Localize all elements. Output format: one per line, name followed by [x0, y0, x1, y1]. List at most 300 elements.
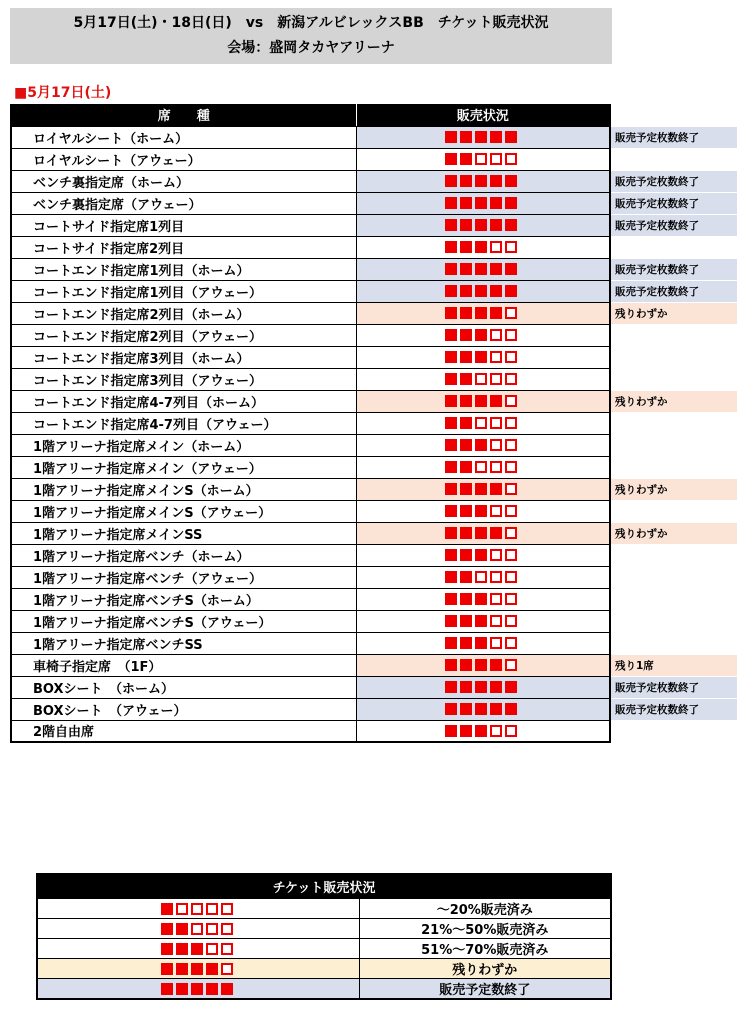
filled-square-icon [206, 983, 218, 995]
status-note [610, 456, 737, 478]
status-squares [445, 658, 520, 673]
filled-square-icon [445, 725, 457, 737]
filled-square-icon [490, 703, 502, 715]
filled-square-icon [445, 131, 457, 143]
sales-status-cell [356, 368, 610, 390]
filled-square-icon [460, 659, 472, 671]
status-squares [445, 372, 520, 387]
filled-square-icon [490, 395, 502, 407]
filled-square-icon [490, 285, 502, 297]
sales-status-cell [356, 192, 610, 214]
sales-status-cell [356, 126, 610, 148]
sales-status-cell [356, 302, 610, 324]
sales-status-cell [356, 390, 610, 412]
filled-square-icon [445, 285, 457, 297]
legend-squares-cell [37, 979, 359, 1000]
seat-name: 1階アリーナ指定席ベンチS（ホーム） [11, 588, 356, 610]
status-note: 残りわずか [610, 478, 737, 500]
filled-square-icon [445, 263, 457, 275]
status-squares [161, 981, 236, 996]
table-row [11, 302, 737, 324]
date-label: ■5月17日(土) [14, 85, 112, 101]
table-row [11, 236, 737, 258]
filled-square-icon [460, 571, 472, 583]
filled-square-icon [475, 395, 487, 407]
empty-square-icon [191, 923, 203, 935]
filled-square-icon [475, 637, 487, 649]
status-squares [445, 614, 520, 629]
status-note: 残りわずか [610, 522, 737, 544]
status-squares [445, 416, 520, 431]
empty-square-icon [475, 571, 487, 583]
filled-square-icon [475, 175, 487, 187]
filled-square-icon [460, 461, 472, 473]
filled-square-icon [460, 593, 472, 605]
sales-status-cell [356, 456, 610, 478]
sales-status-cell [356, 632, 610, 654]
filled-square-icon [460, 439, 472, 451]
status-note: 残り1席 [610, 654, 737, 676]
seat-name: ロイヤルシート（アウェー） [11, 148, 356, 170]
filled-square-icon [475, 505, 487, 517]
legend-row [37, 979, 611, 1000]
empty-square-icon [505, 439, 517, 451]
filled-square-icon [505, 263, 517, 275]
status-squares [445, 504, 520, 519]
empty-square-icon [505, 241, 517, 253]
table-row [11, 478, 737, 500]
seat-name: 1階アリーナ指定席メインSS [11, 522, 356, 544]
status-squares [445, 240, 520, 255]
empty-square-icon [490, 637, 502, 649]
filled-square-icon [460, 681, 472, 693]
empty-square-icon [505, 461, 517, 473]
sales-status-cell [356, 170, 610, 192]
status-squares [445, 680, 520, 695]
filled-square-icon [445, 527, 457, 539]
table-row [11, 610, 737, 632]
filled-square-icon [490, 527, 502, 539]
sales-status-cell [356, 676, 610, 698]
seat-name: 1階アリーナ指定席ベンチS（アウェー） [11, 610, 356, 632]
legend-squares-cell [37, 898, 359, 919]
filled-square-icon [460, 175, 472, 187]
table-row [11, 170, 737, 192]
filled-square-icon [445, 153, 457, 165]
filled-square-icon [475, 593, 487, 605]
status-squares [445, 394, 520, 409]
filled-square-icon [505, 131, 517, 143]
empty-square-icon [191, 903, 203, 915]
empty-square-icon [505, 725, 517, 737]
empty-square-icon [505, 307, 517, 319]
filled-square-icon [460, 615, 472, 627]
status-squares [445, 482, 520, 497]
empty-square-icon [505, 637, 517, 649]
empty-square-icon [475, 153, 487, 165]
seat-name: ロイヤルシート（ホーム） [11, 126, 356, 148]
empty-square-icon [490, 593, 502, 605]
filled-square-icon [490, 659, 502, 671]
sales-status-cell [356, 720, 610, 742]
table-row [11, 214, 737, 236]
filled-square-icon [460, 527, 472, 539]
sales-status-cell [356, 258, 610, 280]
venue-title: 会場：盛岡タカヤアリーナ [227, 40, 395, 56]
empty-square-icon [221, 963, 233, 975]
filled-square-icon [460, 373, 472, 385]
status-note [610, 148, 737, 170]
filled-square-icon [475, 439, 487, 451]
table-row [11, 698, 737, 720]
table-row [11, 434, 737, 456]
filled-square-icon [445, 175, 457, 187]
empty-square-icon [490, 571, 502, 583]
status-note [610, 412, 737, 434]
status-squares [445, 592, 520, 607]
sales-status-cell [356, 434, 610, 456]
filled-square-icon [475, 549, 487, 561]
filled-square-icon [161, 983, 173, 995]
filled-square-icon [445, 571, 457, 583]
table-row [11, 720, 737, 742]
status-squares [445, 350, 520, 365]
status-squares [445, 196, 520, 211]
filled-square-icon [475, 241, 487, 253]
filled-square-icon [475, 197, 487, 209]
status-note [610, 346, 737, 368]
filled-square-icon [161, 943, 173, 955]
seat-name: BOXシート （アウェー） [11, 698, 356, 720]
status-note: 販売予定枚数終了 [610, 126, 737, 148]
status-squares [445, 262, 520, 277]
table-row [11, 522, 737, 544]
filled-square-icon [445, 439, 457, 451]
filled-square-icon [445, 219, 457, 231]
filled-square-icon [475, 329, 487, 341]
filled-square-icon [475, 703, 487, 715]
filled-square-icon [445, 681, 457, 693]
seat-name: 車椅子指定席 （1F） [11, 654, 356, 676]
status-squares [445, 702, 520, 717]
empty-square-icon [490, 439, 502, 451]
filled-square-icon [460, 549, 472, 561]
sales-status-cell [356, 544, 610, 566]
filled-square-icon [191, 943, 203, 955]
status-note [610, 632, 737, 654]
filled-square-icon [475, 659, 487, 671]
empty-square-icon [505, 659, 517, 671]
filled-square-icon [445, 329, 457, 341]
filled-square-icon [475, 307, 487, 319]
empty-square-icon [475, 461, 487, 473]
filled-square-icon [505, 703, 517, 715]
status-note [610, 720, 737, 742]
status-squares [445, 438, 520, 453]
legend-title: チケット販売状況 [37, 874, 611, 898]
filled-square-icon [445, 483, 457, 495]
seat-name: コートエンド指定席4-7列目（アウェー） [11, 412, 356, 434]
table-row [11, 258, 737, 280]
table-row [11, 390, 737, 412]
table-row [11, 412, 737, 434]
table-row [11, 500, 737, 522]
filled-square-icon [445, 241, 457, 253]
status-squares [161, 961, 236, 976]
empty-square-icon [490, 549, 502, 561]
sales-status-cell [356, 324, 610, 346]
filled-square-icon [191, 963, 203, 975]
status-note: 販売予定枚数終了 [610, 676, 737, 698]
filled-square-icon [460, 505, 472, 517]
filled-square-icon [475, 351, 487, 363]
status-note: 販売予定枚数終了 [610, 214, 737, 236]
empty-square-icon [490, 417, 502, 429]
legend-text: 51%～70%販売済み [359, 939, 611, 959]
status-note [610, 588, 737, 610]
filled-square-icon [445, 703, 457, 715]
status-note: 残りわずか [610, 390, 737, 412]
filled-square-icon [445, 197, 457, 209]
filled-square-icon [475, 527, 487, 539]
seat-name: 1階アリーナ指定席ベンチ（アウェー） [11, 566, 356, 588]
table-row [11, 148, 737, 170]
status-squares [445, 284, 520, 299]
filled-square-icon [460, 285, 472, 297]
empty-square-icon [475, 417, 487, 429]
status-note: 販売予定枚数終了 [610, 280, 737, 302]
legend-row [37, 939, 611, 959]
ticket-status-table [10, 104, 737, 743]
empty-square-icon [221, 943, 233, 955]
filled-square-icon [176, 963, 188, 975]
empty-square-icon [490, 241, 502, 253]
status-squares [445, 328, 520, 343]
filled-square-icon [490, 131, 502, 143]
empty-square-icon [505, 549, 517, 561]
filled-square-icon [505, 681, 517, 693]
filled-square-icon [445, 637, 457, 649]
status-squares [445, 306, 520, 321]
legend-table [36, 873, 612, 1000]
seat-name: コートサイド指定席1列目 [11, 214, 356, 236]
seat-name: コートエンド指定席4-7列目（ホーム） [11, 390, 356, 412]
filled-square-icon [475, 285, 487, 297]
sales-status-cell [356, 280, 610, 302]
seat-name: 2階自由席 [11, 720, 356, 742]
status-note [610, 434, 737, 456]
empty-square-icon [490, 505, 502, 517]
filled-square-icon [490, 483, 502, 495]
empty-square-icon [505, 373, 517, 385]
empty-square-icon [475, 373, 487, 385]
status-squares [445, 130, 520, 145]
filled-square-icon [161, 903, 173, 915]
legend-row [37, 959, 611, 979]
filled-square-icon [490, 175, 502, 187]
sales-status-cell [356, 610, 610, 632]
empty-square-icon [221, 923, 233, 935]
sales-status-cell [356, 412, 610, 434]
filled-square-icon [176, 923, 188, 935]
table-row [11, 126, 737, 148]
filled-square-icon [161, 963, 173, 975]
status-note [610, 610, 737, 632]
sales-status-cell [356, 500, 610, 522]
sales-status-cell [356, 214, 610, 236]
seat-name: ベンチ裏指定席（アウェー） [11, 192, 356, 214]
filled-square-icon [475, 483, 487, 495]
filled-square-icon [490, 197, 502, 209]
legend-text: 21%～50%販売済み [359, 919, 611, 939]
page-header [10, 8, 612, 64]
filled-square-icon [505, 219, 517, 231]
table-row [11, 544, 737, 566]
seat-name: コートエンド指定席1列目（ホーム） [11, 258, 356, 280]
table-row [11, 588, 737, 610]
table-header-row [11, 104, 737, 126]
status-note [610, 500, 737, 522]
filled-square-icon [490, 219, 502, 231]
legend-squares-cell [37, 939, 359, 959]
sales-status-cell [356, 236, 610, 258]
filled-square-icon [460, 241, 472, 253]
empty-square-icon [505, 483, 517, 495]
filled-square-icon [460, 307, 472, 319]
filled-square-icon [206, 963, 218, 975]
seat-name: 1階アリーナ指定席メイン（ホーム） [11, 434, 356, 456]
filled-square-icon [445, 351, 457, 363]
filled-square-icon [460, 197, 472, 209]
status-squares [445, 723, 520, 738]
filled-square-icon [460, 395, 472, 407]
filled-square-icon [505, 175, 517, 187]
filled-square-icon [505, 197, 517, 209]
filled-square-icon [161, 923, 173, 935]
filled-square-icon [445, 505, 457, 517]
legend-text: ～20%販売済み [359, 898, 611, 919]
filled-square-icon [475, 615, 487, 627]
status-note: 販売予定枚数終了 [610, 192, 737, 214]
status-squares [445, 526, 520, 541]
table-row [11, 192, 737, 214]
sales-status-cell [356, 588, 610, 610]
filled-square-icon [460, 131, 472, 143]
filled-square-icon [445, 395, 457, 407]
filled-square-icon [460, 329, 472, 341]
seat-name: コートエンド指定席3列目（アウェー） [11, 368, 356, 390]
empty-square-icon [505, 329, 517, 341]
filled-square-icon [445, 307, 457, 319]
sales-status-cell [356, 148, 610, 170]
sales-status-cell [356, 654, 610, 676]
filled-square-icon [505, 285, 517, 297]
seat-name: 1階アリーナ指定席ベンチ（ホーム） [11, 544, 356, 566]
seat-name: コートエンド指定席3列目（ホーム） [11, 346, 356, 368]
filled-square-icon [475, 263, 487, 275]
status-note [610, 566, 737, 588]
seat-name: コートエンド指定席2列目（アウェー） [11, 324, 356, 346]
sales-status-cell [356, 522, 610, 544]
filled-square-icon [460, 725, 472, 737]
seat-name: BOXシート （ホーム） [11, 676, 356, 698]
empty-square-icon [505, 571, 517, 583]
filled-square-icon [460, 351, 472, 363]
filled-square-icon [176, 943, 188, 955]
status-note: 残りわずか [610, 302, 737, 324]
sales-status-cell [356, 478, 610, 500]
sales-status-cell [356, 346, 610, 368]
filled-square-icon [475, 725, 487, 737]
status-squares [445, 152, 520, 167]
status-squares [445, 570, 520, 585]
empty-square-icon [490, 615, 502, 627]
status-squares [445, 636, 520, 651]
empty-square-icon [505, 153, 517, 165]
sales-status-cell [356, 566, 610, 588]
filled-square-icon [475, 131, 487, 143]
empty-square-icon [505, 593, 517, 605]
column-header-note [610, 104, 737, 126]
filled-square-icon [460, 417, 472, 429]
status-note: 販売予定枚数終了 [610, 170, 737, 192]
table-row [11, 324, 737, 346]
filled-square-icon [490, 307, 502, 319]
filled-square-icon [475, 681, 487, 693]
table-row [11, 368, 737, 390]
status-note [610, 544, 737, 566]
table-row [11, 654, 737, 676]
empty-square-icon [490, 329, 502, 341]
seat-name: 1階アリーナ指定席メイン（アウェー） [11, 456, 356, 478]
empty-square-icon [490, 373, 502, 385]
empty-square-icon [505, 527, 517, 539]
status-squares [445, 548, 520, 563]
seat-name: コートエンド指定席1列目（アウェー） [11, 280, 356, 302]
filled-square-icon [445, 615, 457, 627]
legend-text: 販売予定数終了 [359, 979, 611, 1000]
status-squares [161, 921, 236, 936]
filled-square-icon [445, 373, 457, 385]
empty-square-icon [505, 351, 517, 363]
table-row [11, 280, 737, 302]
seat-name: コートエンド指定席2列目（ホーム） [11, 302, 356, 324]
empty-square-icon [221, 903, 233, 915]
seat-name: 1階アリーナ指定席ベンチSS [11, 632, 356, 654]
empty-square-icon [490, 351, 502, 363]
sales-status-cell [356, 698, 610, 720]
status-note: 販売予定枚数終了 [610, 698, 737, 720]
filled-square-icon [460, 637, 472, 649]
empty-square-icon [206, 903, 218, 915]
filled-square-icon [460, 263, 472, 275]
empty-square-icon [505, 615, 517, 627]
table-row [11, 456, 737, 478]
filled-square-icon [445, 461, 457, 473]
empty-square-icon [505, 417, 517, 429]
status-squares [161, 901, 236, 916]
status-note: 販売予定枚数終了 [610, 258, 737, 280]
column-header-status: 販売状況 [356, 104, 610, 126]
status-squares [445, 174, 520, 189]
empty-square-icon [505, 505, 517, 517]
empty-square-icon [490, 725, 502, 737]
legend-squares-cell [37, 919, 359, 939]
status-note [610, 324, 737, 346]
legend-text: 残りわずか [359, 959, 611, 979]
filled-square-icon [490, 263, 502, 275]
empty-square-icon [206, 943, 218, 955]
